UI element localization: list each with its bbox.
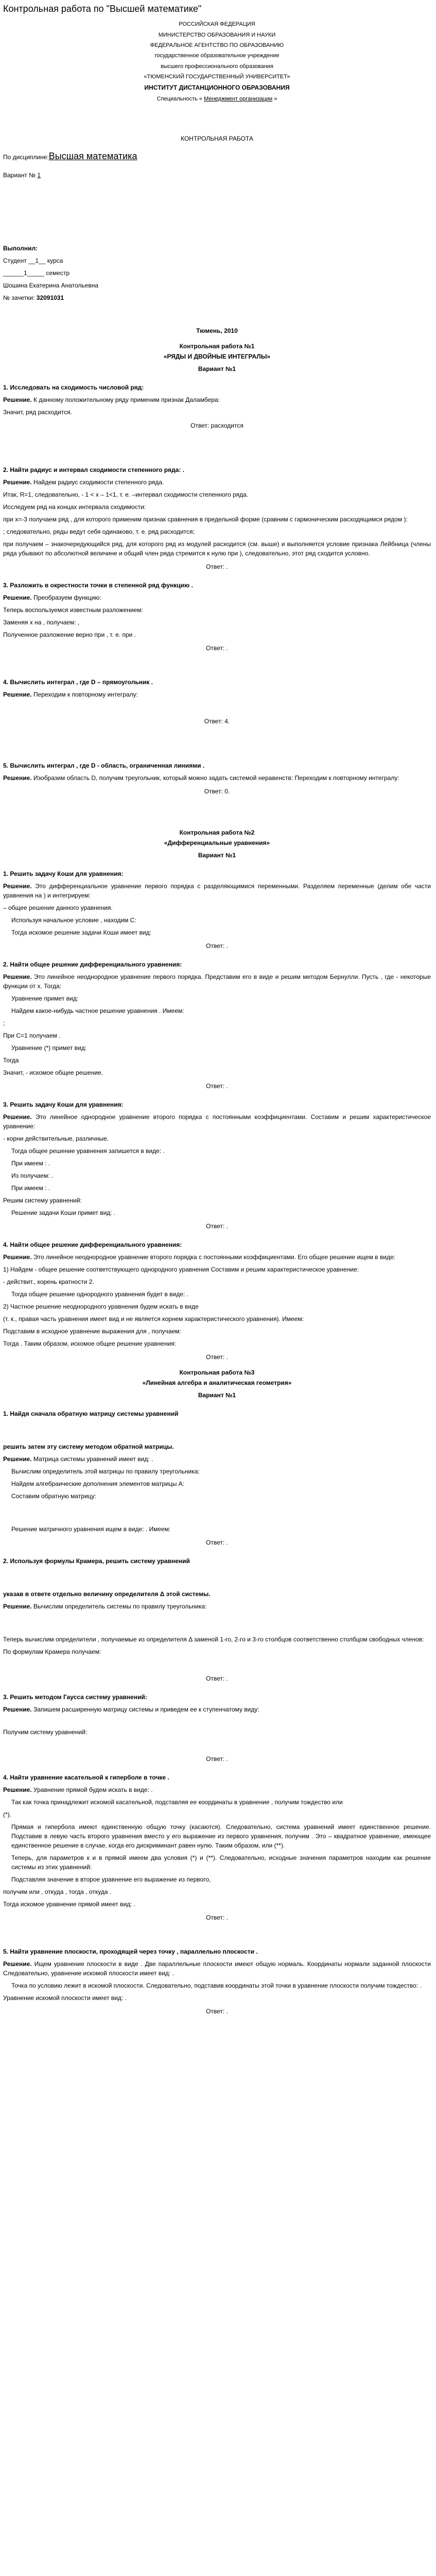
- cw2-task-1-text: Тогда искомое решение задачи Коши имеет вид:: [11, 929, 151, 937]
- cw1-task-4-answer: Ответ: 4.: [204, 718, 230, 725]
- cw3-task-2-answer: Ответ: .: [206, 1675, 228, 1683]
- cw1-task-3-answer: Ответ: .: [206, 645, 228, 652]
- cw3-task-4-text: Подставляя значение в второе уравнение его выражение из первого,: [11, 1876, 211, 1884]
- cw3-variant: Вариант №1: [198, 1392, 236, 1399]
- record-book-line: [3, 293, 431, 302]
- cw1-task-1-solution: Решение. К данному положительному ряду применим признак Даламбера:: [3, 396, 220, 404]
- cw2-task-3: 3. Решить задачу Коши для уравнения:: [3, 1101, 124, 1109]
- cw2-task-2-solution: Решение. Это линейное неоднородное уравнение первого порядка. Представим его в виде и решим методом Бернулли. Пусть , где - некоторые функции от x. Тогда:: [3, 973, 431, 990]
- cw1-task-2-solution: Решение. Найдем радиус сходимости степенного ряда.: [3, 479, 164, 486]
- control-work-1: [3, 342, 431, 796]
- cw1-task-4: 4. Вычислить интеграл , где D – прямоугольник .: [3, 679, 153, 686]
- student-name: Шошина Екатерина Анатольевна: [3, 282, 99, 290]
- student-course: Студент __1__ курса: [3, 257, 63, 265]
- specialty-line: [3, 94, 431, 104]
- cw2-task-3-text: Решим систему уравнений:: [3, 1197, 82, 1205]
- cw3-task-4-text: Так как точка принадлежит искомой касательной, подставляя ее координаты в уравнение , получим тождество или: [11, 1799, 343, 1806]
- cw3-task-3: 3. Решить методом Гаусса систему уравнений:: [3, 1693, 147, 1701]
- cw2-task-4-text: Подставим в исходное уравнение выражения для , получаем:: [3, 1328, 181, 1335]
- header-line: «ТЮМЕНСКИЙ ГОСУДАРСТВЕННЫЙ УНИВЕРСИТЕТ»: [144, 74, 290, 80]
- cw3-task-5-text: Уравнение искомой плоскости имеет вид: .: [3, 1994, 127, 2002]
- cw3-task-1: 1. Найдя сначала обратную матрицу системы уравнений: [3, 1410, 179, 1418]
- cw1-task-5-answer: Ответ: 0.: [204, 788, 230, 795]
- title-page-header: [3, 19, 431, 104]
- cw3-task-2-text: По формулам Крамера получаем:: [3, 1648, 101, 1656]
- cw2-task-4-text: 2) Частное решение неоднородного уравнения будем искать в виде: [3, 1303, 199, 1311]
- cw2-task-2-text: При C=1 получаем .: [3, 1032, 61, 1040]
- cw2-task-1-text: – общее решение данного уравнения.: [3, 904, 113, 912]
- cw1-task-5: 5. Вычислить интеграл , где D - область, ограниченная линиями .: [3, 762, 205, 770]
- cw2-task-1-answer: Ответ: .: [206, 942, 228, 950]
- cw3-task-5-text: Точка по условию лежит в искомой плоскости. Следовательно, подставив координаты этой точки в уравнение плоскости получим тождество: .: [11, 1982, 422, 1990]
- cw2-task-3-text: Тогда общее решение уравнения запишется в виде: .: [11, 1147, 165, 1155]
- cw2-task-4: 4. Найти общее решение дифференциального уравнения:: [3, 1241, 182, 1249]
- cw2-task-2: 2. Найти общее решение дифференциального уравнения:: [3, 961, 182, 969]
- cw2-task-2-answer: Ответ: .: [206, 1082, 228, 1090]
- cw2-task-2-text: Уравнение (*) примет вид:: [11, 1044, 87, 1052]
- cw3-task-4-text: Прямая и гипербола имеют единственную общую точку (касаются). Следовательно, система уравнений имеет единственное решение. Подставив в левую часть второго уравнения вместо y его выражение из первого уравнения, получим . Это – квадратное уравнение, имеющее единственное решение в случае, когда его дискриминант равен нулю. Таким образом, или (**).: [11, 1823, 431, 1850]
- cw3-task-5: 5. Найти уравнение плоскости, проходящей через точку , параллельно плоскости .: [3, 1948, 258, 1956]
- cw3-task-2: 2. Используя формулы Крамера, решить систему уравнений: [3, 1557, 190, 1565]
- record-label: № зачетки:: [3, 294, 37, 302]
- cw2-task-4-text: Тогда общее решение однородного уравнения будет в виде: .: [11, 1291, 188, 1298]
- cw3-task-4-text: Теперь, для параметров к и в прямой имеем два условия (*) и (**). Следовательно, исходные значения параметров находим как решение системы из этих уравнений:: [11, 1854, 431, 1871]
- control-work-3: [3, 1368, 431, 2016]
- cw2-task-4-text: Тогда . Таким образом, искомое общее решение уравнения:: [3, 1340, 176, 1348]
- cw1-task-2-text: Исследуем ряд на концах интервала сходимости:: [3, 503, 146, 511]
- header-line: МИНИСТЕРСТВО ОБРАЗОВАНИЯ И НАУКИ: [158, 31, 276, 38]
- cw1-task-1-text: Значит, ряд расходится.: [3, 409, 72, 416]
- header-line: РОССИЙСКАЯ ФЕДЕРАЦИЯ: [179, 21, 255, 28]
- student-semester: ______1_____ семестр: [3, 269, 70, 277]
- cw2-task-3-text: При имеем : .: [11, 1184, 50, 1192]
- cw2-task-4-text: 1) Найдем - общее решение соответствующего однородного уравнения Составим и решим характеристическое уравнение:: [3, 1266, 359, 1274]
- record-value: 32091031: [36, 294, 64, 302]
- cw1-task-5-solution: Решение. Изобразим область D, получим треугольник, который можно задать системой неравенств: Переходим к повторному интегралу:: [3, 774, 399, 782]
- variant-value: 1: [37, 172, 41, 179]
- discipline-value: Высшая математика: [48, 151, 137, 162]
- cw2-task-3-text: - корни действительные, различные.: [3, 1135, 109, 1143]
- cw2-task-1: 1. Решить задачу Коши для уравнения:: [3, 870, 124, 878]
- cw2-task-4-solution: Решение. Это линейное неоднородное уравнение второго порядка с постоянными коэффициентами. Его общее решение ищем в виде:: [3, 1253, 395, 1261]
- cw1-task-3-text: Теперь воспользуемся известным разложением:: [3, 606, 143, 614]
- cw3-task-5-answer: Ответ: .: [206, 2008, 228, 2015]
- cw1-subtitle: «РЯДЫ И ДВОЙНЫЕ ИНТЕГРАЛЫ»: [163, 353, 271, 361]
- cw1-task-3-text: Заменяя x на , получаем: ,: [3, 619, 80, 626]
- cw3-task-2-text: Теперь вычислим определители , получаемые из определителя Δ заменой 1-го, 2-го и 3-го столбцов соответственно столбцом свободных членов:: [3, 1636, 424, 1643]
- cw2-task-2-text: Уравнение примет вид:: [11, 995, 79, 1003]
- performed-label: Выполнил:: [3, 245, 38, 252]
- solution-label: Решение.: [3, 396, 32, 404]
- cw3-task-1-text: Вычислим определитель этой матрицы по правилу треугольника:: [11, 1468, 200, 1476]
- header-line: высшего профессионального образования: [161, 63, 273, 70]
- cw2-task-2-text: Значит, - искомое общее решение.: [3, 1069, 103, 1077]
- cw2-task-3-text: Решение задачи Коши примет вид: .: [11, 1209, 116, 1217]
- cw1-task-4-solution: Решение. Переходим к повторному интегралу:: [3, 691, 138, 699]
- cw3-task-4: 4. Найти уравнение касательной к гиперболе в точке .: [3, 1774, 169, 1782]
- cw1-task-2-answer: Ответ: .: [206, 563, 228, 571]
- cw1-task-3: 3. Разложить в окрестности точки в степенной ряд функцию .: [3, 582, 193, 589]
- cw1-task-2-text: при получаем – знакочередующийся ряд, для которого ряд из модулей расходится (см. выше) и выполняется условие признака Лейбница (члены ряда убывают по абсолютной величине и общий член ряда стремится к нулю при ), следовательно, этот ряд сходится условно.: [3, 540, 431, 557]
- cw3-task-1-text: Решение матричного уравнения ищем в виде: . Имеем:: [11, 1526, 171, 1533]
- cw3-task-3-solution: Решение. Запишем расширенную матрицу системы и приведем ее к ступенчатому виду:: [3, 1706, 259, 1714]
- cw2-title: Контрольная работа №2: [179, 829, 255, 837]
- document-title: Контрольная работа по "Высшей математике": [3, 4, 202, 14]
- cw2-task-1-text: Используя начальное условие , находим C:: [11, 917, 136, 924]
- variant-label: Вариант №: [3, 172, 36, 179]
- cw2-task-3-solution: Решение. Это линейное однородное уравнение второго порядка с постоянными коэффициентами. Составим и решим характеристическое уравнение:: [3, 1113, 431, 1130]
- cw3-task-1-answer: Ответ: .: [206, 1539, 228, 1547]
- institute-name: ИНСТИТУТ ДИСТАНЦИОННОГО ОБРАЗОВАНИЯ: [144, 84, 290, 92]
- cw1-task-2-text: Итак, R=1, следовательно, - 1 < х – 1<1, т. е. –интервал сходимости степенного ряда.: [3, 491, 249, 499]
- cw2-task-3-text: Из получаем: .: [11, 1172, 54, 1180]
- cw1-task-1-answer: Ответ: расходится: [190, 422, 243, 430]
- cw3-task-2-solution: Решение. Вычислим определитель системы по правилу треугольника:: [3, 1603, 207, 1611]
- cw1-task-3-solution: Решение. Преобразуем функцию:: [3, 594, 101, 602]
- cw3-title: Контрольная работа №3: [179, 1369, 255, 1377]
- variant-line: [3, 171, 431, 180]
- cw3-subtitle: «Линейная алгебра и аналитическая геометрия»: [142, 1379, 292, 1387]
- specialty-value: Менеджмент организации: [204, 95, 273, 102]
- specialty-label: Специальность «: [156, 95, 204, 102]
- city-year: Тюмень, 2010: [196, 327, 238, 335]
- cw2-task-1-solution: Решение. Это дифференциальное уравнение первого порядка с разделяющимися переменными. Разделяем переменные (делим обе части уравнения на ) и интегрируем:: [3, 883, 431, 900]
- cw3-task-2-cont: указав в ответе отдельно величину определителя Δ этой системы.: [3, 1590, 211, 1598]
- cw2-task-3-text: При имеем : .: [11, 1160, 50, 1167]
- cw3-task-3-answer: Ответ: .: [206, 1755, 228, 1763]
- cw1-task-2: 2. Найти радиус и интервал сходимости степенного ряда: .: [3, 466, 184, 474]
- cw1-task-2-text: при x=-3 получаем ряд , для которого применим признак сравнения в предельной форме (сравним с гармоническим расходящимся рядом ):: [3, 516, 408, 523]
- cw3-task-1-text: Составим обратную матрицу:: [11, 1493, 96, 1500]
- cw3-task-4-text: (*).: [3, 1811, 11, 1819]
- cw2-task-3-answer: Ответ: .: [206, 1223, 228, 1230]
- cw2-variant: Вариант №1: [198, 852, 236, 859]
- cw3-task-1-cont: решить затем эту систему методом обратной матрицы.: [3, 1443, 174, 1451]
- cw1-variant: Вариант №1: [198, 365, 236, 373]
- control-work-2: [3, 828, 431, 1362]
- cw3-task-4-text: получим или , откуда , тогда , откуда .: [3, 1888, 112, 1896]
- discipline-line: [3, 149, 431, 163]
- cw3-task-1-text: Найдем алгебраические дополнения элементов матрицы A:: [11, 1480, 185, 1488]
- header-line: государственное образовательное учреждение: [154, 53, 280, 59]
- cw1-task-1: 1. Исследовать на сходимость числовой ряд:: [3, 384, 144, 392]
- work-title-block: [3, 133, 431, 144]
- cw3-task-3-text: Получим систему уравнений:: [3, 1728, 88, 1736]
- work-title: КОНТРОЛЬНАЯ РАБОТА: [181, 134, 253, 142]
- cw2-task-2-text: Найдем какое-нибудь частное решение уравнения . Имеем:: [11, 1007, 184, 1015]
- cw2-task-2-text: Тогда: [3, 1057, 19, 1064]
- cw1-title: Контрольная работа №1: [179, 343, 255, 350]
- specialty-end: »: [272, 95, 277, 102]
- discipline-label: По дисциплине:: [3, 154, 49, 161]
- cw3-task-4-answer: Ответ: .: [206, 1914, 228, 1922]
- cw3-task-5-solution: Решение. Ищем уравнение плоскости в виде . Две параллельные плоскости имеют общую нормаль. Координаты нормали заданной плоскости Следовательно, уравнение искомой плоскости имеет вид: .: [3, 1960, 431, 1977]
- cw2-task-4-text: - действит., корень кратности 2.: [3, 1278, 94, 1286]
- cw2-task-4-text: (т. к., правая часть уравнения имеет вид и не является корнем характеристического уравнения). Имеем:: [3, 1315, 304, 1323]
- cw2-task-2-text: ;: [3, 1020, 5, 1027]
- cw1-task-2-text: ; следовательно, ряды ведут себя одинаково, т. е. ряд расходится;: [3, 528, 195, 536]
- cw2-task-4-answer: Ответ: .: [206, 1353, 228, 1361]
- cw3-task-4-solution: Решение. Уравнение прямой будем искать в виде: .: [3, 1786, 153, 1794]
- header-line: ФЕДЕРАЛЬНОЕ АГЕНТСТВО ПО ОБРАЗОВАНИЮ: [150, 42, 284, 49]
- cw1-task-3-text: Полученное разложение верно при , т. е. при .: [3, 631, 136, 639]
- cw3-task-4-text: Тогда искомое уравнение прямой имеет вид: .: [3, 1901, 136, 1908]
- cw2-subtitle: «Дифференциальные уравнения»: [164, 839, 270, 847]
- cw3-task-1-solution: Решение. Матрица системы уравнений имеет вид: .: [3, 1455, 153, 1463]
